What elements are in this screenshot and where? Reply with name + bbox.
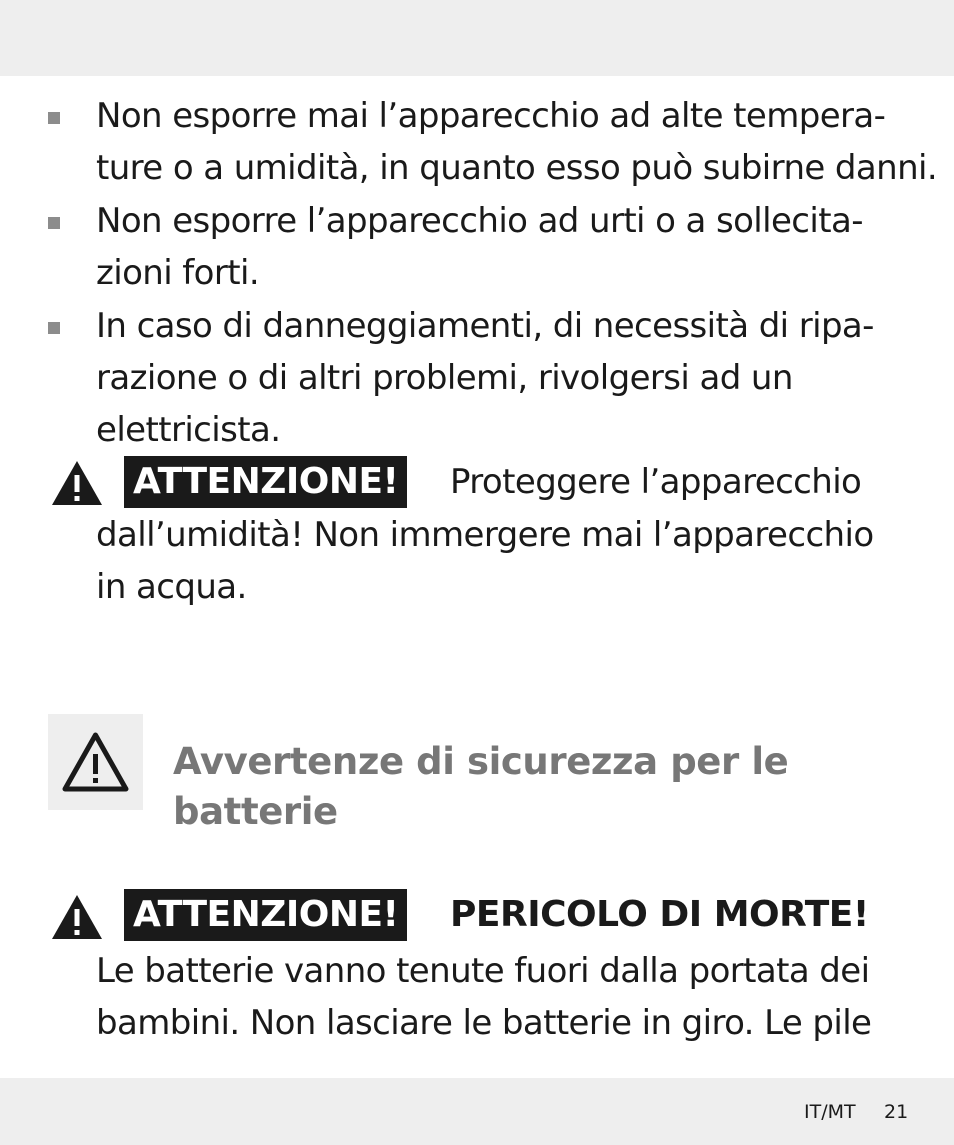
warning-1-first-line: Proteggere l’apparecchio bbox=[450, 462, 862, 502]
bullet-2-line-2: zioni forti. bbox=[96, 253, 260, 293]
bullet-3-line-3: elettricista. bbox=[96, 410, 281, 450]
section-icon-box bbox=[48, 714, 143, 810]
bullet-2-line-1: Non esporre l’apparecchio ad urti o a sollecita- bbox=[96, 201, 863, 241]
bullet-1-line-1: Non esporre mai l’apparecchio ad alte tempera- bbox=[96, 96, 886, 136]
warning-triangle-icon bbox=[48, 714, 143, 810]
header-band bbox=[0, 0, 954, 76]
attention-badge: ATTENZIONE! bbox=[124, 456, 407, 508]
warning-triangle-icon bbox=[50, 459, 104, 507]
bullet-1-line-2: ture o a umidità, in quanto esso può subirne danni. bbox=[96, 148, 938, 188]
danger-headline: PERICOLO DI MORTE! bbox=[450, 894, 869, 935]
warning-triangle-icon bbox=[50, 893, 104, 941]
footer-locale: IT/MT bbox=[804, 1101, 856, 1123]
page-number: 21 bbox=[884, 1101, 909, 1123]
warning-1-line-3: in acqua. bbox=[96, 567, 247, 607]
bullet-3-line-2: razione o di altri problemi, rivolgersi ad un bbox=[96, 358, 793, 398]
warning-1-line-2: dall’umidità! Non immergere mai l’apparecchio bbox=[96, 515, 874, 555]
warning-2-line-2: bambini. Non lasciare le batterie in giro. Le pile bbox=[96, 1003, 872, 1043]
attention-badge: ATTENZIONE! bbox=[124, 889, 407, 941]
bullet-marker bbox=[48, 112, 60, 124]
bullet-marker bbox=[48, 217, 60, 229]
bullet-3-line-1: In caso di danneggiamenti, di necessità di ripa- bbox=[96, 306, 874, 346]
warning-2-line-1: Le batterie vanno tenute fuori dalla portata dei bbox=[96, 951, 870, 991]
section-heading-line-2: batterie bbox=[173, 790, 338, 833]
bullet-marker bbox=[48, 322, 60, 334]
section-heading-line-1: Avvertenze di sicurezza per le bbox=[173, 740, 789, 783]
